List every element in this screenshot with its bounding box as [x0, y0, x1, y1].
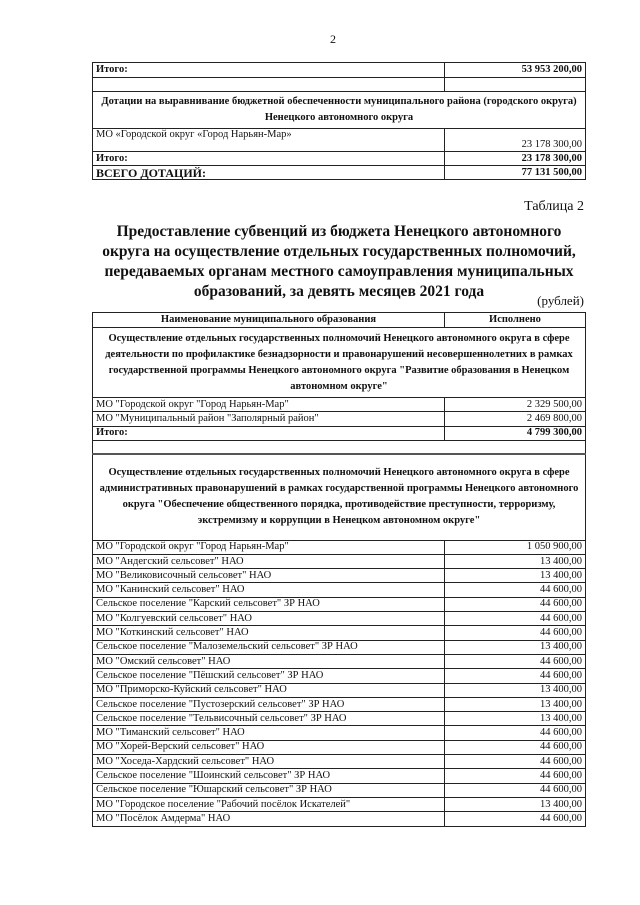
- row-name: МО "Канинский сельсовет" НАО: [93, 583, 445, 597]
- row-value: 44 600,00: [445, 612, 586, 626]
- row-name: МО "Колгуевский сельсовет" НАО: [93, 612, 445, 626]
- row-name: Сельское поселение "Шоинский сельсовет" ЗР НАО: [93, 769, 445, 783]
- row-value: 44 600,00: [445, 755, 586, 769]
- table-row: [93, 797, 586, 811]
- table-row: [93, 597, 586, 611]
- total-label: Итого:: [93, 152, 445, 166]
- row-value: 1 050 900,00: [445, 540, 586, 554]
- column-header-value: Исполнено: [445, 313, 586, 328]
- row-value: 13 400,00: [445, 554, 586, 568]
- total-row: [93, 152, 586, 166]
- empty-row: [93, 78, 586, 92]
- table-row: [93, 669, 586, 683]
- row-value: 44 600,00: [445, 726, 586, 740]
- row-name: Сельское поселение "Пёшский сельсовет" ЗР НАО: [93, 669, 445, 683]
- row-value: 44 600,00: [445, 740, 586, 754]
- table-row: [93, 569, 586, 583]
- row-value: 44 600,00: [445, 626, 586, 640]
- total-label: Итого:: [93, 426, 445, 440]
- grand-total-value: 77 131 500,00: [445, 166, 586, 180]
- row-value: 13 400,00: [445, 712, 586, 726]
- section-title: Осуществление отдельных государственных полномочий Ненецкого автономного округа в сфере деятельности по профилактике безнадзорности и правонарушений несовершеннолетних в рамках государственной программы Ненецкого автономного округа "Развитие образования в Ненецком автономном округе": [93, 328, 586, 398]
- total-label: Итого:: [93, 63, 445, 78]
- row-name: Сельское поселение "Тельвисочный сельсовет" ЗР НАО: [93, 712, 445, 726]
- table-row: [93, 554, 586, 568]
- section-title: Дотации на выравнивание бюджетной обеспеченности муниципального района (городского округа) Ненецкого автономного округа: [93, 92, 586, 129]
- table-row: [93, 812, 586, 826]
- table-row: [93, 769, 586, 783]
- row-name: МО "Городской округ "Город Нарьян-Мар": [93, 398, 445, 412]
- row-name: МО "Приморско-Куйский сельсовет" НАО: [93, 683, 445, 697]
- section-title: Осуществление отдельных государственных полномочий Ненецкого автономного округа в сфере административных правонарушений в рамках государственной программы Ненецкого автономного округа "Обеспечение общественного порядка, противодействие преступности, терроризму, экстремизму и коррупции в Ненецком автономном округе": [93, 454, 586, 540]
- row-value: 13 400,00: [445, 683, 586, 697]
- table-row: [93, 540, 586, 554]
- units-label: (рублей): [537, 293, 584, 308]
- row-name: МО "Муниципальный район "Заполярный район": [93, 412, 445, 426]
- table-row: [93, 683, 586, 697]
- row-name: МО "Великовисочный сельсовет" НАО: [93, 569, 445, 583]
- row-name: МО "Хоседа-Хардский сельсовет" НАО: [93, 755, 445, 769]
- column-header-name: Наименование муниципального образования: [93, 313, 445, 328]
- table-row: [93, 640, 586, 654]
- row-name: Сельское поселение "Пустозерский сельсовет" ЗР НАО: [93, 697, 445, 711]
- table-row: [93, 583, 586, 597]
- total-row: [93, 63, 586, 78]
- row-value: 44 600,00: [445, 597, 586, 611]
- row-value: 2 469 800,00: [445, 412, 586, 426]
- table-row: [93, 783, 586, 797]
- grand-total-label: ВСЕГО ДОТАЦИЙ:: [93, 166, 445, 180]
- row-name: МО "Городское поселение "Рабочий посёлок Искателей": [93, 797, 445, 811]
- row-name: МО «Городской округ «Город Нарьян-Мар»: [93, 129, 445, 152]
- table-row: [93, 697, 586, 711]
- table-row: [93, 129, 586, 152]
- grand-total-row: [93, 166, 586, 180]
- row-value: 44 600,00: [445, 654, 586, 668]
- table-row: [93, 412, 586, 426]
- table-row: [93, 398, 586, 412]
- row-value: 2 329 500,00: [445, 398, 586, 412]
- table-row: [93, 755, 586, 769]
- row-value: 23 178 300,00: [445, 129, 586, 152]
- total-row: [93, 426, 586, 440]
- table-title: Предоставление субвенций из бюджета Ненецкого автономного округа на осуществление отдельных государственных полномочий, передаваемых органам местного самоуправления муниципальных образований, за девять месяцев 2021 года: [102, 223, 576, 300]
- row-name: МО "Омский сельсовет" НАО: [93, 654, 445, 668]
- row-name: МО "Городской округ "Город Нарьян-Мар": [93, 540, 445, 554]
- row-value: 13 400,00: [445, 797, 586, 811]
- subsidies-table: [92, 62, 586, 180]
- total-value: 23 178 300,00: [445, 152, 586, 166]
- row-value: 44 600,00: [445, 783, 586, 797]
- row-name: Сельское поселение "Юшарский сельсовет" ЗР НАО: [93, 783, 445, 797]
- row-value: 13 400,00: [445, 569, 586, 583]
- table-label: Таблица 2: [524, 199, 584, 214]
- row-value: 13 400,00: [445, 697, 586, 711]
- row-name: МО "Посёлок Амдерма" НАО: [93, 812, 445, 826]
- header-row: [93, 313, 586, 328]
- row-name: МО "Коткинский сельсовет" НАО: [93, 626, 445, 640]
- row-name: Сельское поселение "Малоземельский сельсовет" ЗР НАО: [93, 640, 445, 654]
- row-name: МО "Хорей-Верский сельсовет" НАО: [93, 740, 445, 754]
- table-row: [93, 726, 586, 740]
- total-value: 4 799 300,00: [445, 426, 586, 440]
- row-value: 44 600,00: [445, 769, 586, 783]
- table-row: [93, 712, 586, 726]
- page-number: 2: [330, 32, 336, 46]
- table-row: [93, 654, 586, 668]
- table-row: [93, 626, 586, 640]
- row-value: 13 400,00: [445, 640, 586, 654]
- row-name: Сельское поселение "Карский сельсовет" ЗР НАО: [93, 597, 445, 611]
- table-row: [93, 612, 586, 626]
- row-value: 44 600,00: [445, 669, 586, 683]
- row-name: МО "Андегский сельсовет" НАО: [93, 554, 445, 568]
- table-row: [93, 740, 586, 754]
- row-value: 44 600,00: [445, 583, 586, 597]
- row-value: 44 600,00: [445, 812, 586, 826]
- total-value: 53 953 200,00: [445, 63, 586, 78]
- subventions-table: [92, 312, 586, 827]
- row-name: МО "Тиманский сельсовет" НАО: [93, 726, 445, 740]
